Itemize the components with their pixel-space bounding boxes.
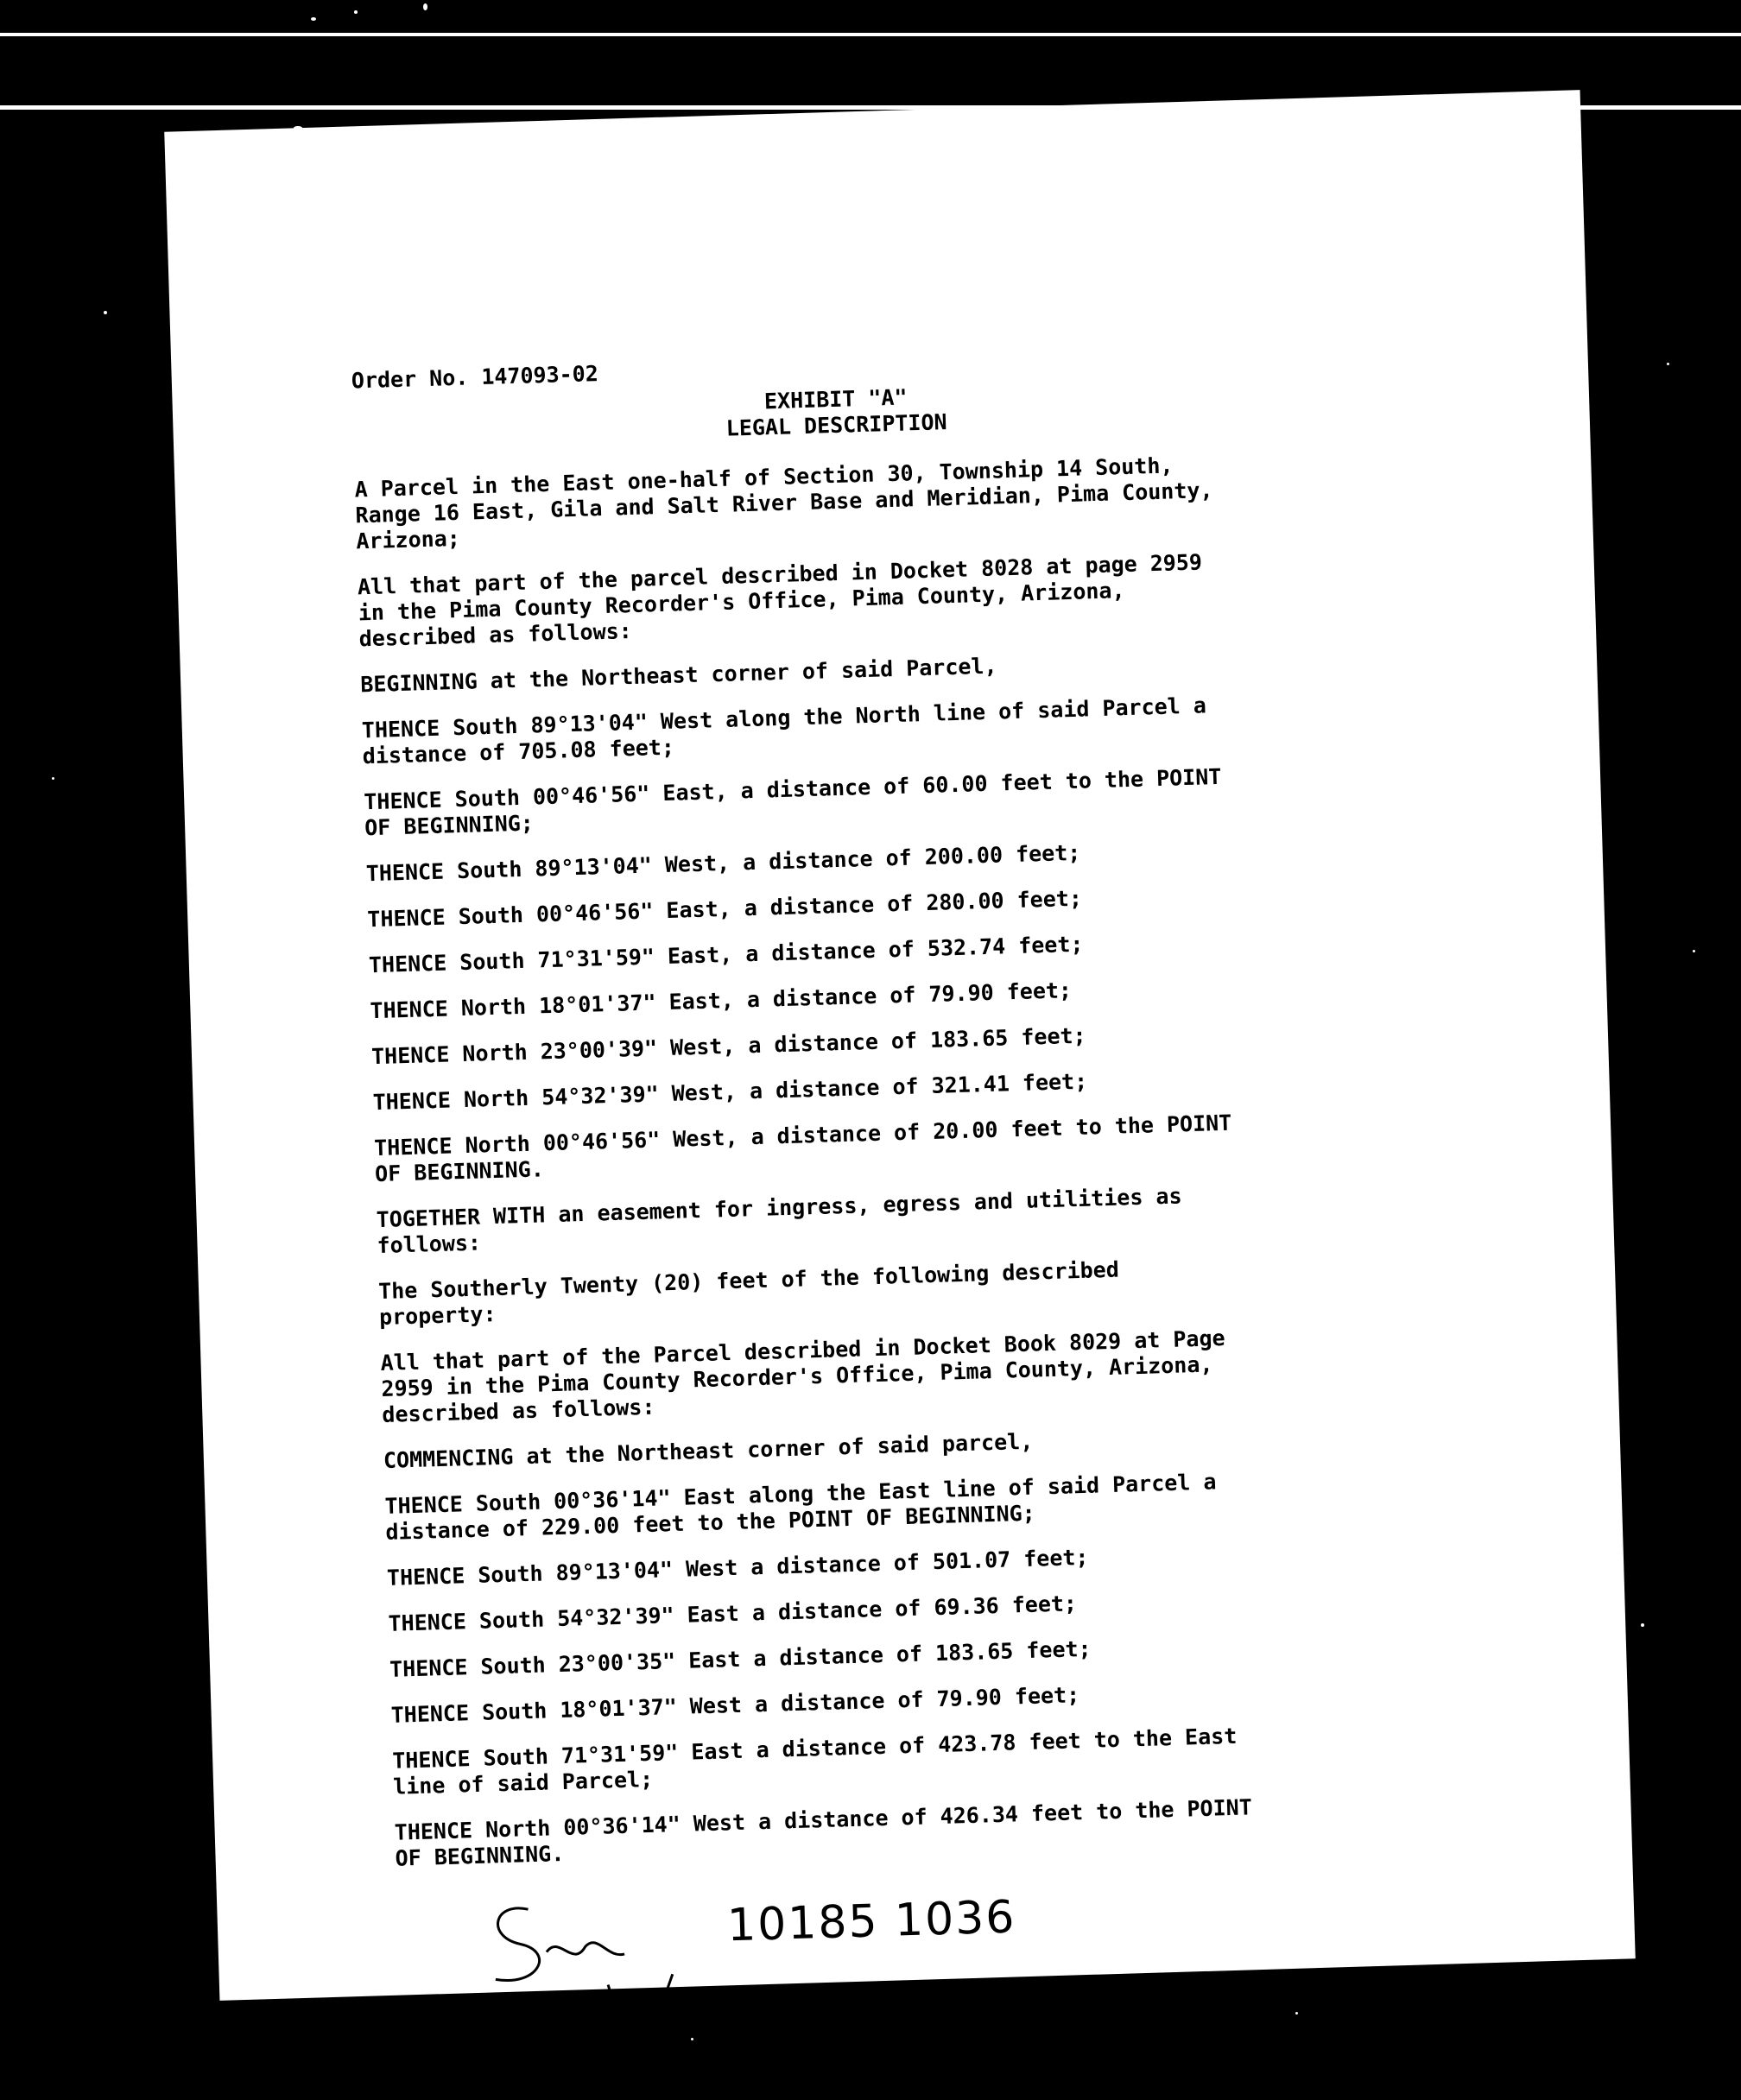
scan-speck	[1667, 363, 1669, 365]
paragraph: THENCE South 89°13'04" West along the North line of said Parcel a distance of 705.08 feet;	[361, 693, 1207, 769]
scan-speck	[1295, 2012, 1298, 2015]
paragraph: THENCE South 23°00'35" East a distance of 183.65 feet;	[389, 1635, 1092, 1682]
scan-border-line	[0, 33, 1741, 36]
paragraph: THENCE South 18°01'37" West a distance of 79.90 feet;	[390, 1682, 1080, 1728]
scan-speck	[423, 3, 427, 10]
paragraph: THENCE South 89°13'04" West a distance of 501.07 feet;	[386, 1544, 1089, 1591]
paragraph: THENCE North 00°46'56" West, a distance of 20.00 feet to the POINT OF BEGINNING.	[373, 1110, 1232, 1187]
paragraph: THENCE South 00°46'56" East, a distance of 280.00 feet;	[366, 885, 1083, 933]
paragraph: THENCE North 18°01'37" East, a distance of 79.90 feet;	[370, 977, 1073, 1024]
scan-speck	[104, 311, 107, 314]
paragraph: All that part of the parcel described in Docket 8028 at page 2959 in the Pima County Recorder's Office, Pima County, Arizona, described as follows:	[357, 549, 1203, 652]
paragraph: COMMENCING at the Northeast corner of said parcel,	[383, 1428, 1034, 1473]
order-number: Order No. 147093-02	[351, 361, 599, 394]
scan-speck	[354, 10, 358, 14]
scan-speck	[1641, 1623, 1644, 1627]
document-body	[351, 337, 1466, 1892]
paragraph: BEGINNING at the Northeast corner of said Parcel,	[359, 653, 997, 698]
scan-speck	[311, 17, 316, 21]
paragraph: THENCE South 71°31'59" East, a distance of 532.74 feet;	[368, 931, 1084, 978]
paragraph: THENCE South 00°46'56" East, a distance of 60.00 feet to the POINT OF BEGINNING;	[363, 763, 1222, 841]
paragraph: THENCE South 71°31'59" East a distance of 423.78 feet to the East line of said Parcel;	[391, 1723, 1238, 1800]
paragraph: THENCE North 54°32'39" West, a distance of 321.41 feet;	[372, 1068, 1088, 1116]
paragraph: The Southerly Twenty (20) feet of the following described property:	[377, 1256, 1120, 1331]
handwritten-signature	[475, 1869, 705, 2049]
paragraph: TOGETHER WITH an easement for ingress, egress and utilities as follows:	[376, 1183, 1182, 1259]
paragraph: THENCE South 54°32'39" East a distance of 69.36 feet;	[388, 1591, 1078, 1636]
paragraph: All that part of the Parcel described in Docket Book 8029 at Page 2959 in the Pima County Recorder's Office, Pima County, Arizona, described as follows:	[380, 1325, 1225, 1427]
paragraph: THENCE South 00°36'14" East along the East line of said Parcel a distance of 229.00 feet to the POINT OF BEGINNING;	[384, 1469, 1217, 1545]
scan-speck	[52, 777, 54, 780]
recording-number: 10185 1036	[726, 1891, 1017, 1952]
document-page	[164, 90, 1636, 2001]
scan-speck	[1693, 950, 1695, 952]
exhibit-heading: EXHIBIT "A"	[763, 384, 908, 414]
paragraph: A Parcel in the East one-half of Section 30, Township 14 South, Range 16 East, Gila and Salt River Base and Meridian, Pima County, Arizona;	[354, 452, 1213, 554]
paragraph: THENCE North 00°36'14" West a distance of 426.34 feet to the POINT OF BEGINNING.	[394, 1794, 1253, 1871]
legal-description-heading: LEGAL DESCRIPTION	[725, 409, 947, 441]
paragraph: THENCE North 23°00'39" West, a distance of 183.65 feet;	[370, 1022, 1087, 1070]
paragraph: THENCE South 89°13'04" West, a distance of 200.00 feet;	[365, 839, 1081, 887]
